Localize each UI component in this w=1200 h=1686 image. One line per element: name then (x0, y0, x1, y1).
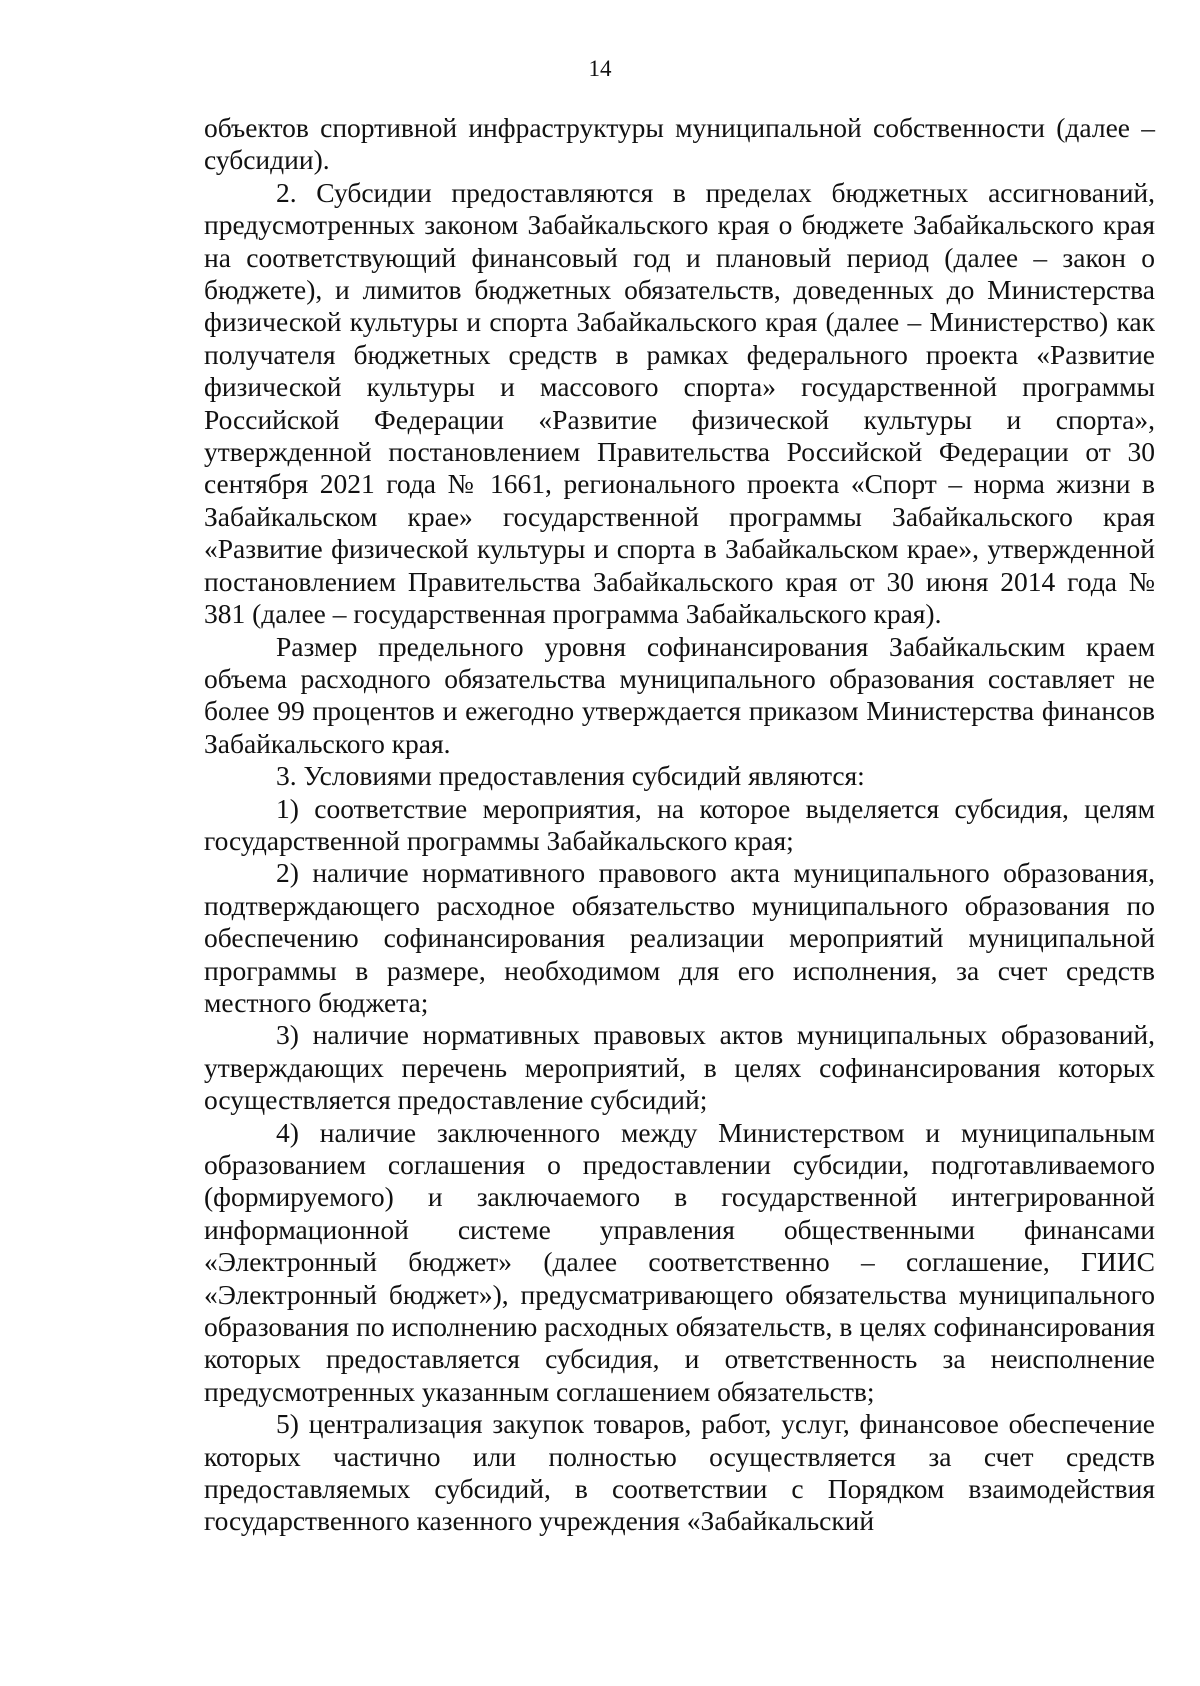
list-item-condition-3: 3) наличие нормативных правовых актов муниципальных образований, утверждающих перечень мероприятий, в целях софинансирования которых осуществляется предоставление субсидий; (204, 1019, 1155, 1116)
list-item-condition-2: 2) наличие нормативного правового акта муниципального образования, подтверждающего расходное обязательство муниципального образования по обеспечению софинансирования реализации мероприятий муниципальной программы в размере, необходимом для его исполнения, за счет средств местного бюджета; (204, 857, 1155, 1018)
paragraph-continuation: объектов спортивной инфраструктуры муниципальной собственности (далее – субсидии). (204, 112, 1155, 176)
list-item-condition-1: 1) соответствие мероприятия, на которое выделяется субсидия, целям государственной программы Забайкальского края; (204, 792, 1155, 856)
page-number: 14 (588, 56, 612, 81)
document-body (204, 112, 1155, 1538)
list-item-condition-4: 4) наличие заключенного между Министерством и муниципальным образованием соглашения о предоставлении субсидии, подготавливаемого (формируемого) и заключаемого в государственной интегрированной информационной системе управления общественными финансами «Электронный бюджет» (далее соответственно – соглашение, ГИИС «Электронный бюджет»), предусматривающего обязательства муниципального образования по исполнению расходных обязательств, в целях софинансирования которых предоставляется субсидия, и ответственность за неисполнение предусмотренных указанным соглашением обязательств; (204, 1116, 1155, 1407)
list-item-condition-5: 5) централизация закупок товаров, работ, услуг, финансовое обеспечение которых частично или полностью осуществляется за счет средств предоставляемых субсидий, в соответствии с Порядком взаимодействия государственного казенного учреждения «Забайкальский (204, 1408, 1155, 1537)
paragraph-item-3: 3. Условиями предоставления субсидий являются: (276, 760, 865, 792)
paragraph-item-2: 2. Субсидии предоставляются в пределах бюджетных ассигнований, предусмотренных законом Забайкальского края о бюджете Забайкальского края на соответствующий финансовый год и плановый период (далее – закон о бюджете), и лимитов бюджетных обязательств, доведенных до Министерства физической культуры и спорта Забайкальского края (далее – Министерство) как получателя бюджетных средств в рамках федерального проекта «Развитие физической культуры и массового спорта» государственной программы Российской Федерации «Развитие физической культуры и спорта», утвержденной постановлением Правительства Российской Федерации от 30 сентября 2021 года № 1661, регионального проекта «Спорт – норма жизни в Забайкальском крае» государственной программы Забайкальского края «Развитие физической культуры и спорта в Забайкальском крае», утвержденной постановлением Правительства Забайкальского края от 30 июня 2014 года № 381 (далее – государственная программа Забайкальского края). (204, 176, 1155, 630)
paragraph-cofinancing-limit: Размер предельного уровня софинансирования Забайкальским краем объема расходного обязательства муниципального образования составляет не более 99 процентов и ежегодно утверждается приказом Министерства финансов Забайкальского края. (204, 630, 1155, 759)
